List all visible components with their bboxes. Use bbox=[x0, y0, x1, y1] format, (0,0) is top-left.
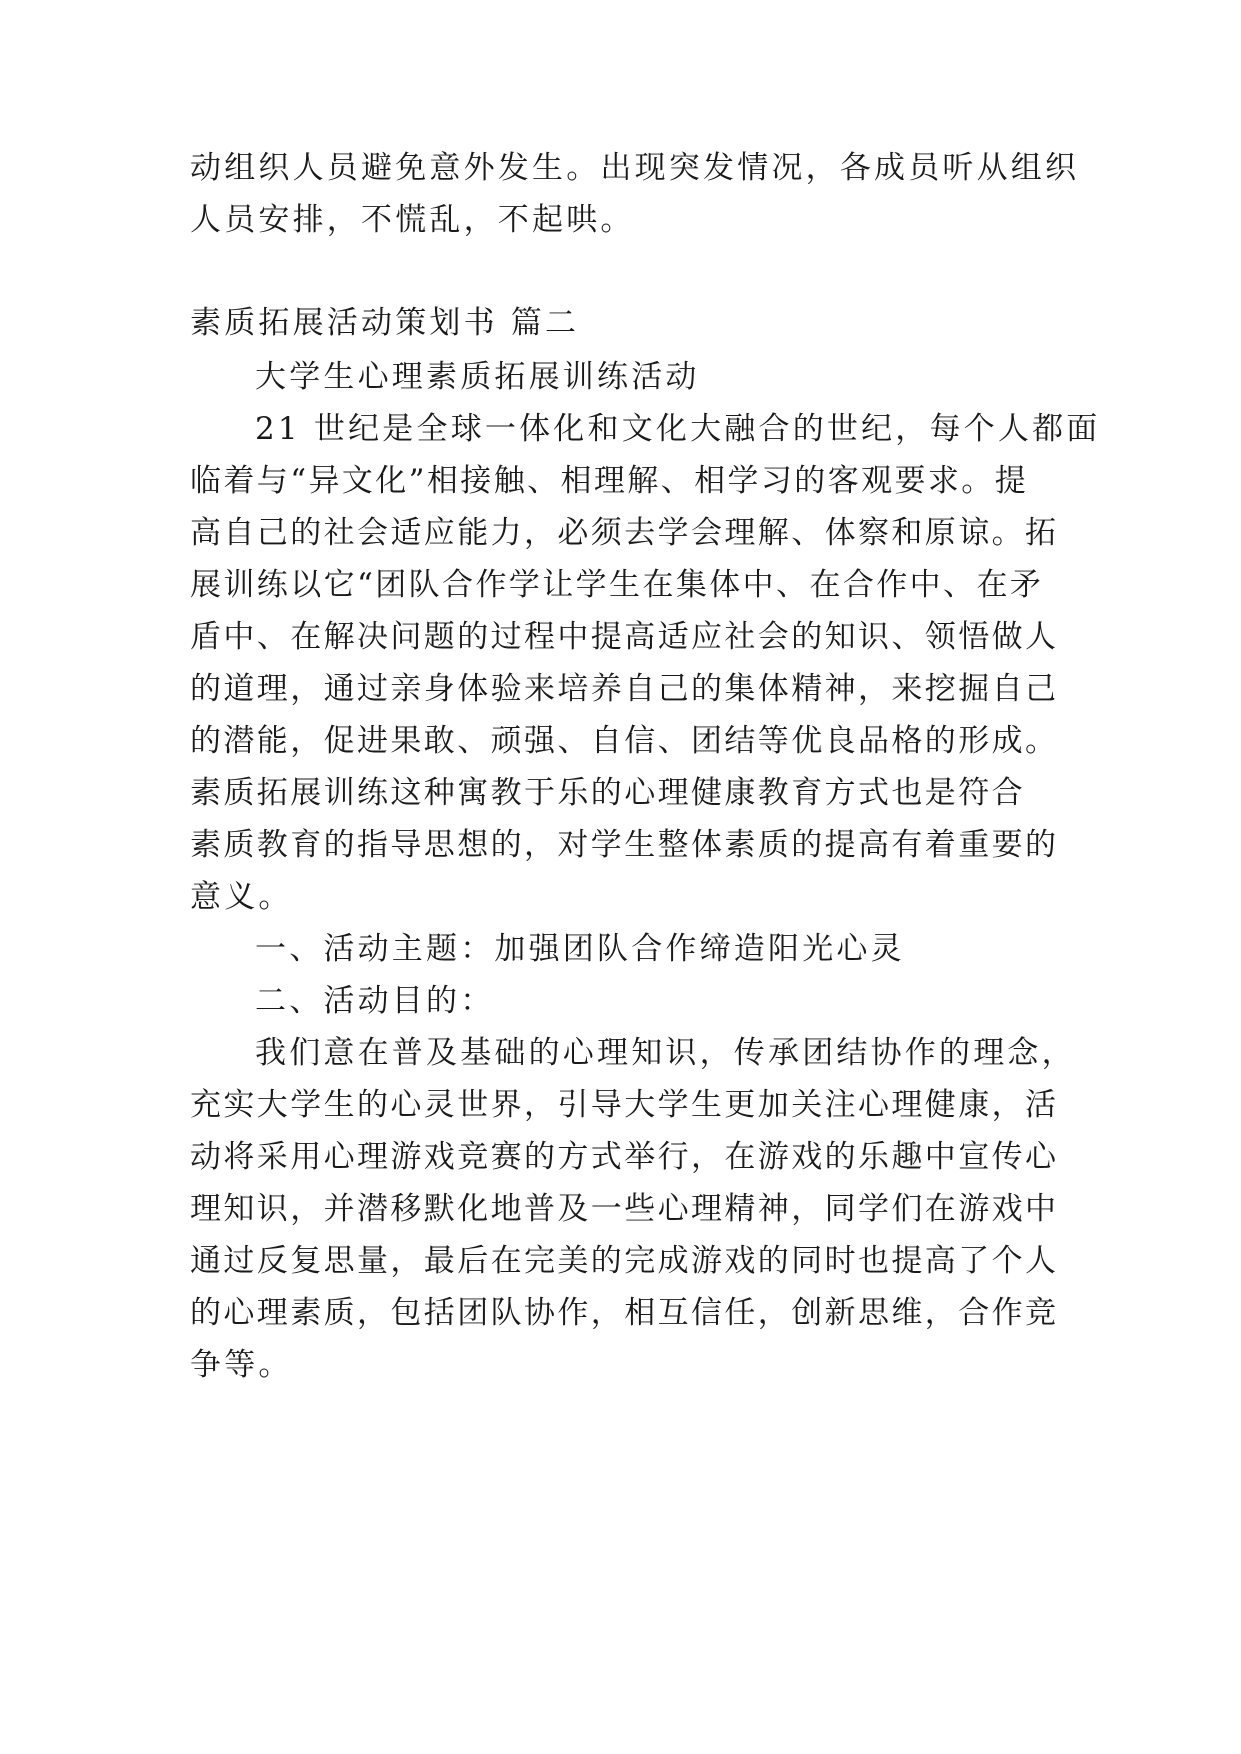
paragraph2-line-1: 我们意在普及基础的心理知识，传承团结协作的理念， bbox=[255, 1035, 1076, 1071]
paragraph2-line-4: 理知识，并潜移默化地普及一些心理精神，同学们在游戏中 bbox=[190, 1191, 1059, 1227]
section-heading: 素质拓展活动策划书 篇二 bbox=[190, 305, 580, 341]
paragraph1-line-10: 意义。 bbox=[190, 879, 293, 915]
intro-line-1: 动组织人员避免意外发生。出现突发情况，各成员听从组织 bbox=[190, 150, 1080, 186]
paragraph2-line-5: 通过反复思量，最后在完美的完成游戏的同时也提高了个人 bbox=[190, 1243, 1059, 1279]
paragraph1-line-1: 21 世纪是全球一体化和文化大融合的世纪，每个人都面 bbox=[255, 411, 1101, 447]
paragraph2-line-6: 的心理素质，包括团队协作，相互信任，创新思维，合作竞 bbox=[190, 1295, 1059, 1331]
paragraph1-line-3: 高自己的社会适应能力，必须去学会理解、体察和原谅。拓 bbox=[190, 515, 1059, 551]
paragraph1-line-5: 盾中、在解决问题的过程中提高适应社会的知识、领悟做人 bbox=[190, 619, 1059, 655]
paragraph1-line-8: 素质拓展训练这种寓教于乐的心理健康教育方式也是符合 bbox=[190, 775, 1025, 811]
paragraph1-line-9: 素质教育的指导思想的，对学生整体素质的提高有着重要的 bbox=[190, 827, 1059, 863]
activity-purpose-heading: 二、活动目的： bbox=[255, 983, 495, 1019]
paragraph1-line-7: 的潜能，促进果敢、顽强、自信、团结等优良品格的形成。 bbox=[190, 723, 1059, 759]
paragraph2-line-7: 争等。 bbox=[190, 1347, 293, 1383]
paragraph1-line-4: 展训练以它“团队合作学让学生在集体中、在合作中、在矛 bbox=[190, 567, 1044, 603]
paragraph1-line-6: 的道理，通过亲身体验来培养自己的集体精神，来挖掘自己 bbox=[190, 671, 1059, 707]
paragraph2-line-2: 充实大学生的心灵世界，引导大学生更加关注心理健康，活 bbox=[190, 1087, 1059, 1123]
paragraph2-line-3: 动将采用心理游戏竞赛的方式举行，在游戏的乐趣中宣传心 bbox=[190, 1139, 1059, 1175]
intro-line-2: 人员安排，不慌乱，不起哄。 bbox=[190, 202, 635, 238]
subtitle: 大学生心理素质拓展训练活动 bbox=[255, 359, 700, 395]
activity-theme: 一、活动主题：加强团队合作缔造阳光心灵 bbox=[255, 931, 905, 967]
paragraph1-line-2: 临着与“异文化”相接触、相理解、相学习的客观要求。提 bbox=[190, 463, 1029, 499]
